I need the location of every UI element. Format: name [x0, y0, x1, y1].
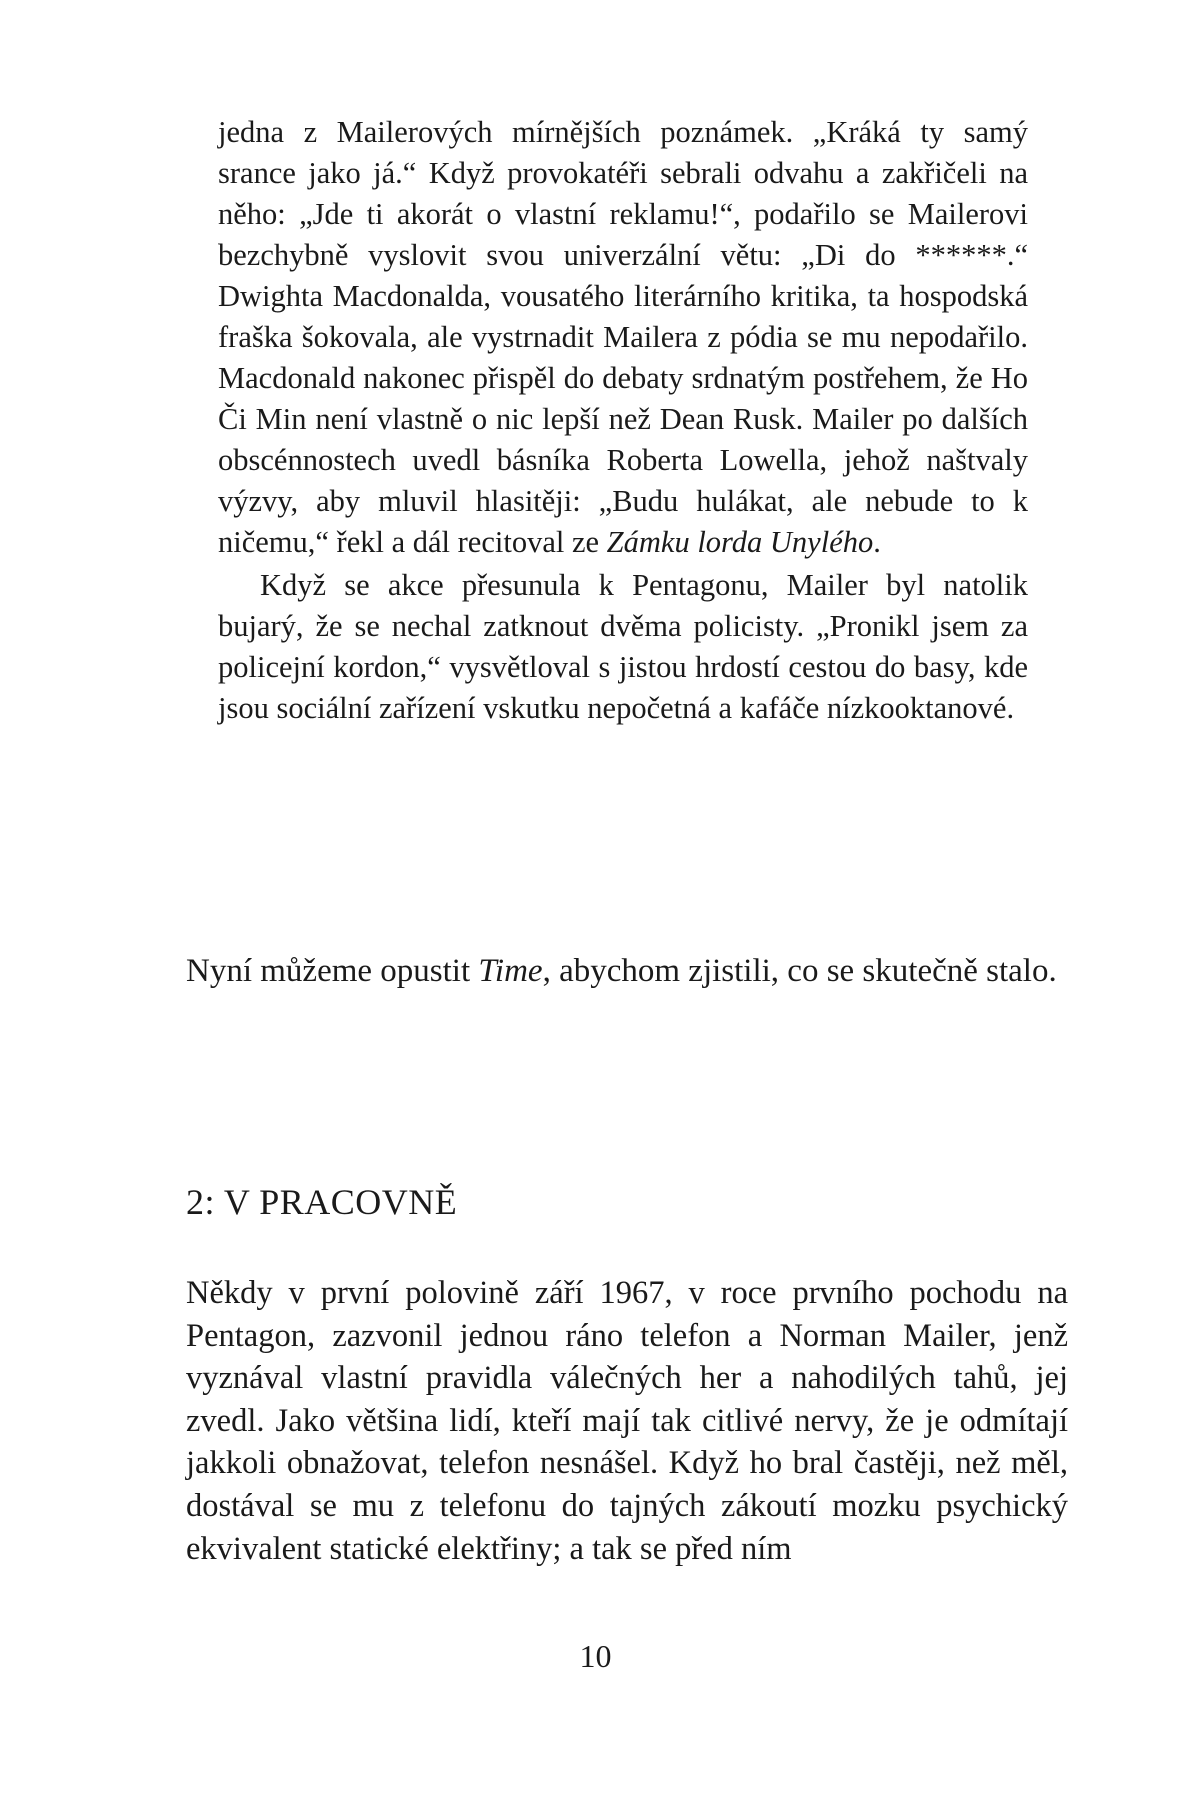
quote-paragraph-2: Když se akce přesunula k Pentagonu, Mailer byl natolik bujarý, že se nechal zatknout dvěma policisty. „Pronikl jsem za policejní kordon,“ vysvětloval s jistou hrdostí cestou do basy, kde jsou sociální zařízení vskutku nepočetná a kafáče nízkooktanové. [218, 568, 1028, 725]
transition-text: Nyní můžeme opustit [186, 953, 479, 989]
quoted-book-title: Zámku lorda Unylého [606, 525, 874, 559]
chapter-heading: 2: V PRACOVNĚ [186, 1182, 458, 1222]
quote-paragraph-1 [218, 112, 1028, 563]
magazine-title: Time [478, 953, 543, 989]
quote-text: jedna z Mailerových mírnějších poznámek. „Kráká ty samý srance jako já.“ Když provokatéři sebrali odvahu a zakřičeli na něho: „Jde ti akorát o vlastní reklamu!“, podařilo se Mailerovi bezchybně vyslovit svou univerzální větu: „Di do ******.“ Dwighta Macdonalda, vousatého literárního kritika, ta hospodská fraška šokovala, ale vystrnadit Mailera z pódia se mu nepodařilo. Macdonald nakonec přispěl do debaty srdnatým postřehem, že Ho Či Min není vlastně o nic lepší než Dean Rusk. Mailer po dalších obscénnostech uvedl básníka Roberta Lowella, jehož naštvaly výzvy, aby mluvil hlasitěji: „Budu hulákat, ale nebude to k ničemu,“ řekl a dál recitoval ze [218, 115, 1028, 559]
quote-text-end: . [873, 525, 881, 559]
transition-paragraph [186, 950, 1066, 993]
quoted-excerpt [218, 112, 1028, 729]
page-number: 10 [579, 1638, 612, 1674]
chapter-body-paragraph: Někdy v první polovině září 1967, v roce prvního pochodu na Pentagon, zazvonil jednou ráno telefon a Norman Mailer, jenž vyznával vlastní pravidla válečných her a nahodilých tahů, jej zvedl. Jako většina lidí, kteří mají tak citlivé nervy, že je odmítají jakkoli obnažovat, telefon nesnášel. Když ho bral častěji, než měl, dostával se mu z telefonu do tajných zákoutí mozku psychický ekvivalent statické elektřiny; a tak se před ním [186, 1275, 1068, 1567]
transition-text-end: , abychom zjistili, co se skutečně stalo. [542, 953, 1057, 989]
